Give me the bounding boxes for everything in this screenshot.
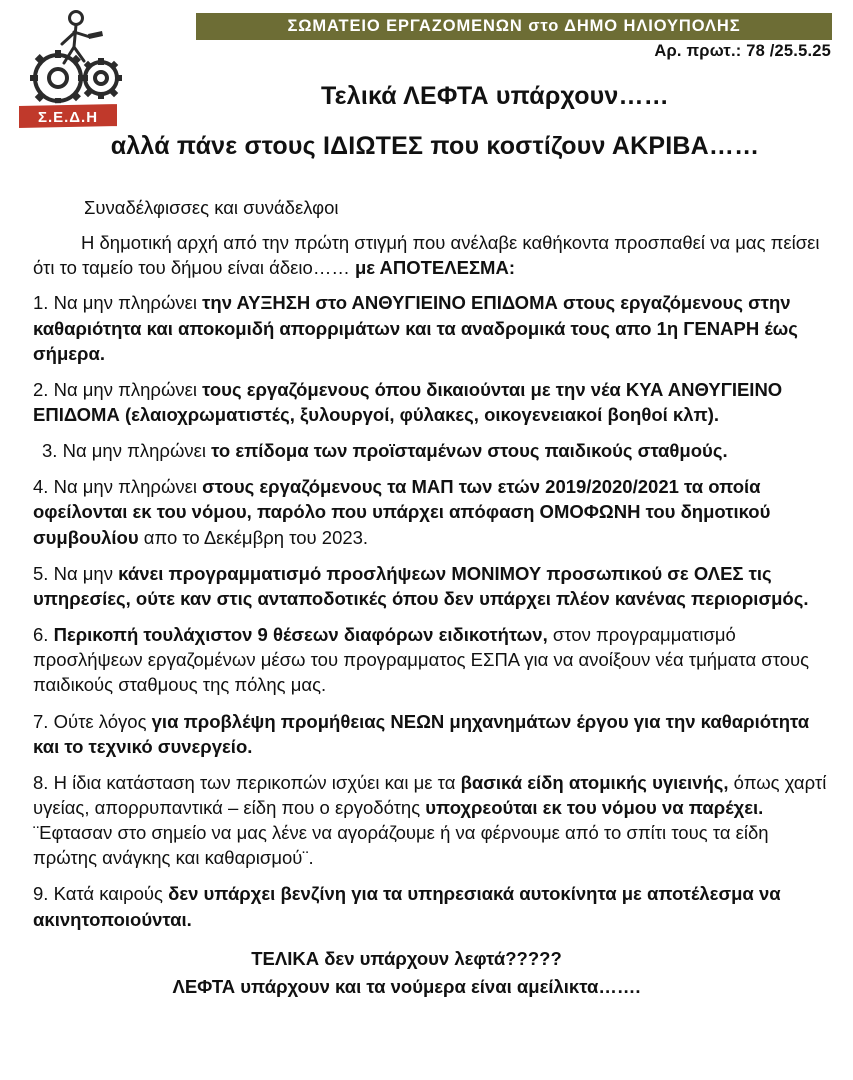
clause-6-normal-2: στον προγραμματισμό προσλήψεων εργαζομένων μέσω του προγραμματος ΕΣΠΑ για να ανοίξουν νέα τμήματα στους παιδικούς σταθμους της πόλης μας. bbox=[33, 624, 810, 696]
clause-1-number: 1. bbox=[33, 292, 49, 314]
document-body bbox=[0, 196, 853, 1000]
clause-8-number: 8. bbox=[33, 771, 49, 793]
clause-8-bold-1: βασικά είδη ατομικής υγιεινής, bbox=[460, 771, 729, 793]
clause-2-normal-1: Να μην πληρώνει bbox=[53, 378, 203, 400]
worker-on-gears-icon bbox=[14, 6, 134, 134]
clause-2 bbox=[0, 377, 853, 427]
gear-small-icon bbox=[81, 58, 122, 99]
clause-3 bbox=[0, 438, 853, 463]
clause-2-bold-1: τους εργαζόμενους όπου δικαιούνται με την νέα ΚΥΑ ΑΝΘΥΓΙΕΙΝΟ ΕΠΙΔΟΜΑ (ελαιοχρωματιστές, ξυλουργοί, φύλακες, οικογενειακοί βοηθοί κλπ). bbox=[33, 378, 783, 425]
intro-paragraph bbox=[0, 231, 853, 281]
clause-3-number: 3. bbox=[42, 440, 58, 462]
intro-text-normal: Η δημοτική αρχή από την πρώτη στιγμή που ανέλαβε καθήκοντα προσπαθεί να μας πείσει ότι το ταμείο του δήμου είναι άδειο…… bbox=[33, 231, 820, 278]
logo-banner-text: Σ.Ε.Δ.Η bbox=[37, 109, 99, 126]
clause-9-number: 9. bbox=[33, 883, 49, 905]
clause-3-normal-1: Να μην πληρώνει bbox=[62, 440, 212, 462]
intro-text-bold: με ΑΠΟΤΕΛΕΣΜΑ: bbox=[354, 256, 515, 278]
clause-7-bold-1: για προβλέψη προμήθειας ΝΕΩΝ μηχανημάτων έργου για την καθαριότητα και το τεχνικό συνεργείο. bbox=[33, 710, 810, 757]
clause-8 bbox=[0, 770, 853, 871]
salutation: Συναδέλφισσες και συνάδελφοι bbox=[84, 197, 339, 218]
clause-8-normal-3: ¨Εφτασαν στο σημείο να μας λένε να αγοράζουμε ή να φέρνουμε από το σπίτι τους τα είδη πρώτης ανάγκης και καθαρισμού¨. bbox=[33, 822, 769, 869]
clause-4-normal-2: απο το Δεκέμβρη του 2023. bbox=[138, 526, 369, 548]
clause-6 bbox=[0, 622, 853, 697]
headline-line-2: αλλά πάνε στους ΙΔΙΩΤΕΣ που κοστίζουν ΑΚΡΙΒΑ…… bbox=[110, 132, 760, 160]
organization-title: ΣΩΜΑΤΕΙΟ ΕΡΓΑΖΟΜΕΝΩΝ στο ΔΗΜΟ ΗΛΙΟΥΠΟΛΗΣ bbox=[287, 17, 741, 36]
clause-7 bbox=[0, 709, 853, 759]
clause-2-number: 2. bbox=[33, 378, 49, 400]
protocol-number: Αρ. πρωτ.: 78 /25.5.25 bbox=[654, 42, 831, 60]
clause-3-bold-1: το επίδομα των προϊσταμένων στους παιδικούς σταθμούς. bbox=[211, 440, 728, 462]
clause-8-normal-1: Η ίδια κατάσταση των περικοπών ισχύει και με τα bbox=[53, 771, 461, 793]
clause-5 bbox=[0, 561, 853, 611]
clause-4-bold-1: στους εργαζόμενους τα ΜΑΠ των ετών 2019/2020/2021 τα οποία οφείλονται εκ του νόμου, παρόλο που υπάρχει απόφαση ΟΜΟΦΩΝΗ του δημοτικού συμβουλίου bbox=[33, 476, 771, 548]
logo-banner bbox=[18, 103, 118, 129]
clause-9-bold-1: δεν υπάρχει βενζίνη για τα υπηρεσιακά αυτοκίνητα με αποτέλεσμα να ακινητοποιούνται. bbox=[33, 883, 781, 930]
clause-1-bold-1: την ΑΥΞΗΣΗ στο ΑΝΘΥΓΙΕΙΝΟ ΕΠΙΔΟΜΑ στους εργαζόμενους στην καθαριότητα και αποκομιδή απορριμάτων και τα αναδρομικά τους απο 1η ΓΕΝΑΡΗ έως σήμερα. bbox=[33, 292, 798, 364]
clause-8-bold-2: υποχρεούται εκ του νόμου να παρέχει. bbox=[425, 797, 764, 818]
gear-large-icon bbox=[30, 50, 86, 106]
clause-8-normal-2: όπως χαρτί υγείας, απορρυπαντικά – είδη που ο εργοδότης bbox=[33, 771, 827, 818]
clause-5-bold-1: κάνει προγραμματισμό προσλήψεων ΜΟΝΙΜΟΥ προσωπικού σε ΟΛΕΣ τις υπηρεσίες, ούτε καν στις ανταποδοτικές όπου δεν υπάρχει πλέον κανένας περιορισμός. bbox=[33, 562, 809, 609]
clause-6-number: 6. bbox=[33, 624, 49, 646]
union-logo bbox=[14, 6, 134, 134]
clause-9 bbox=[0, 881, 853, 931]
clause-1 bbox=[0, 290, 853, 365]
clause-4-number: 4. bbox=[33, 476, 49, 498]
clause-4 bbox=[0, 474, 853, 549]
clause-7-number: 7. bbox=[33, 710, 49, 732]
clause-9-normal-1: Κατά καιρούς bbox=[53, 883, 169, 905]
clause-6-bold-1: Περικοπή τουλάχιστον 9 θέσεων διαφόρων ειδικοτήτων, bbox=[53, 624, 548, 646]
closing-line-2: ΛΕΦΤΑ υπάρχουν και τα νούμερα είναι αμείλικτα……. bbox=[172, 975, 641, 997]
headline-line-1: Τελικά ΛΕΦΤΑ υπάρχουν…… bbox=[321, 82, 669, 110]
closing-block bbox=[0, 945, 853, 1001]
clause-5-normal-1: Να μην bbox=[53, 562, 119, 584]
clause-7-normal-1: Ούτε λόγος bbox=[53, 710, 152, 732]
clause-4-normal-1: Να μην πληρώνει bbox=[53, 476, 203, 498]
document-header bbox=[0, 0, 853, 178]
clause-1-normal-1: Να μην πληρώνει bbox=[53, 292, 203, 314]
organization-title-bar bbox=[196, 13, 832, 40]
clause-5-number: 5. bbox=[33, 562, 49, 584]
closing-line-1: ΤΕΛΙΚΑ δεν υπάρχουν λεφτά????? bbox=[251, 947, 562, 969]
